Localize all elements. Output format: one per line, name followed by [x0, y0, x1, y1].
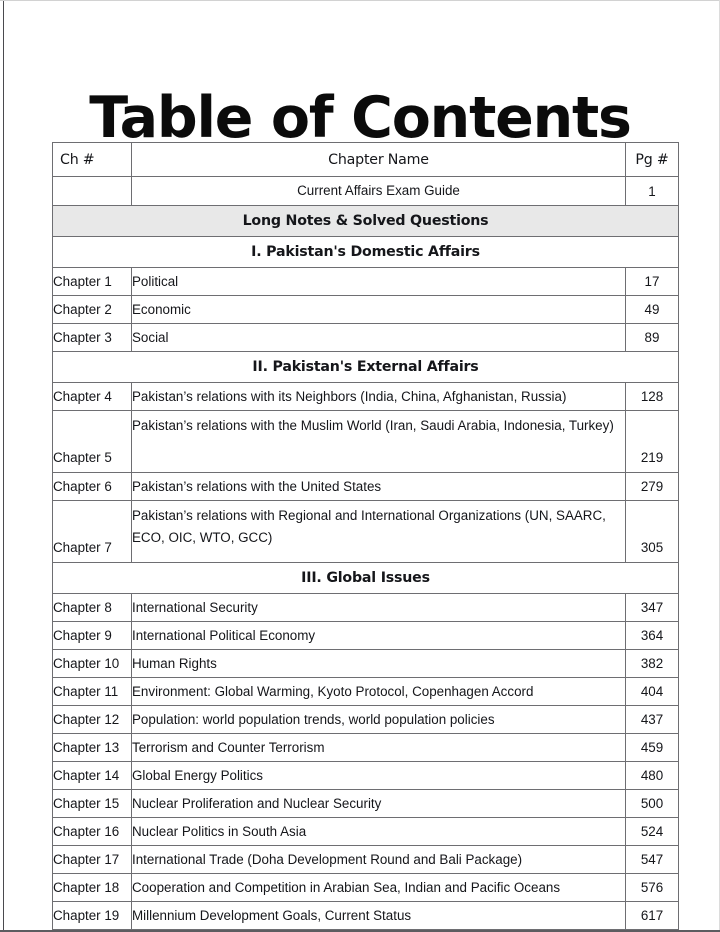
cell-chapter-name: Millennium Development Goals, Current Status	[132, 902, 626, 930]
cell-page-number: 480	[626, 762, 679, 790]
table-row[interactable]	[53, 383, 679, 411]
table-of-contents	[52, 142, 678, 930]
section-header-row	[53, 206, 679, 237]
cell-chapter-number: Chapter 17	[53, 846, 132, 874]
cell-chapter-number: Chapter 13	[53, 734, 132, 762]
cell-page-number: 279	[626, 473, 679, 501]
cell-chapter-number: Chapter 15	[53, 790, 132, 818]
table-row[interactable]	[53, 296, 679, 324]
cell-chapter-number: Chapter 10	[53, 650, 132, 678]
table-row[interactable]	[53, 594, 679, 622]
column-header-chapter-name: Chapter Name	[132, 143, 626, 177]
cell-chapter-name: Nuclear Politics in South Asia	[132, 818, 626, 846]
section-header-label: Long Notes & Solved Questions	[53, 206, 679, 237]
cell-chapter-name: Global Energy Politics	[132, 762, 626, 790]
cell-chapter-name: Environment: Global Warming, Kyoto Protocol, Copenhagen Accord	[132, 678, 626, 706]
cell-chapter-number: Chapter 16	[53, 818, 132, 846]
cell-page-number: 89	[626, 324, 679, 352]
cell-chapter-name: Economic	[132, 296, 626, 324]
cell-chapter-number: Chapter 6	[53, 473, 132, 501]
cell-chapter-number	[53, 177, 132, 206]
column-header-chapter-number: Ch #	[53, 143, 132, 177]
cell-chapter-name: Human Rights	[132, 650, 626, 678]
cell-page-number: 500	[626, 790, 679, 818]
cell-chapter-name: International Political Economy	[132, 622, 626, 650]
cell-page-number: 128	[626, 383, 679, 411]
section-header-row	[53, 352, 679, 383]
cell-chapter-number: Chapter 8	[53, 594, 132, 622]
cell-page-number: 459	[626, 734, 679, 762]
cell-chapter-name: Political	[132, 268, 626, 296]
cell-chapter-name: Pakistan’s relations with its Neighbors (India, China, Afghanistan, Russia)	[132, 383, 626, 411]
cell-chapter-name: Pakistan’s relations with Regional and International Organizations (UN, SAARC, ECO, OIC, WTO, GCC)	[132, 501, 626, 563]
table-row[interactable]	[53, 706, 679, 734]
table-row[interactable]	[53, 678, 679, 706]
table-row[interactable]	[53, 411, 679, 473]
cell-chapter-name: Social	[132, 324, 626, 352]
cell-page-number: 219	[626, 411, 679, 473]
cell-chapter-name: Population: world population trends, world population policies	[132, 706, 626, 734]
cell-chapter-number: Chapter 4	[53, 383, 132, 411]
cell-chapter-number: Chapter 11	[53, 678, 132, 706]
cell-page-number: 305	[626, 501, 679, 563]
table-row[interactable]	[53, 473, 679, 501]
cell-page-number: 547	[626, 846, 679, 874]
table-row[interactable]	[53, 762, 679, 790]
cell-chapter-number: Chapter 7	[53, 501, 132, 563]
cell-chapter-number: Chapter 1	[53, 268, 132, 296]
cell-page-number: 404	[626, 678, 679, 706]
cell-page-number: 49	[626, 296, 679, 324]
table-row[interactable]	[53, 177, 679, 206]
cell-chapter-number: Chapter 12	[53, 706, 132, 734]
table-row[interactable]	[53, 622, 679, 650]
cell-chapter-name: International Security	[132, 594, 626, 622]
table-row[interactable]	[53, 846, 679, 874]
cell-chapter-name: International Trade (Doha Development Round and Bali Package)	[132, 846, 626, 874]
cell-chapter-number: Chapter 18	[53, 874, 132, 902]
cell-page-number: 364	[626, 622, 679, 650]
cell-page-number: 1	[626, 177, 679, 206]
table-row[interactable]	[53, 902, 679, 930]
cell-chapter-number: Chapter 19	[53, 902, 132, 930]
cell-chapter-name: Pakistan’s relations with the United States	[132, 473, 626, 501]
cell-page-number: 576	[626, 874, 679, 902]
cell-page-number: 17	[626, 268, 679, 296]
table-row[interactable]	[53, 324, 679, 352]
cell-page-number: 524	[626, 818, 679, 846]
table-header-row	[53, 143, 679, 177]
page-title: Table of Contents	[89, 85, 631, 152]
table-row[interactable]	[53, 874, 679, 902]
section-header-row	[53, 237, 679, 268]
cell-page-number: 382	[626, 650, 679, 678]
cell-chapter-name: Terrorism and Counter Terrorism	[132, 734, 626, 762]
toc-table	[52, 142, 679, 930]
table-row[interactable]	[53, 790, 679, 818]
column-header-page-number: Pg #	[626, 143, 679, 177]
page-top-edge	[0, 0, 720, 1]
cell-chapter-number: Chapter 3	[53, 324, 132, 352]
cell-chapter-name: Cooperation and Competition in Arabian Sea, Indian and Pacific Oceans	[132, 874, 626, 902]
table-row[interactable]	[53, 501, 679, 563]
cell-page-number: 347	[626, 594, 679, 622]
cell-page-number: 617	[626, 902, 679, 930]
table-row[interactable]	[53, 734, 679, 762]
table-row[interactable]	[53, 268, 679, 296]
cell-chapter-number: Chapter 9	[53, 622, 132, 650]
cell-chapter-name: Pakistan’s relations with the Muslim World (Iran, Saudi Arabia, Indonesia, Turkey)	[132, 411, 626, 473]
cell-page-number: 437	[626, 706, 679, 734]
cell-chapter-number: Chapter 2	[53, 296, 132, 324]
section-header-label: III. Global Issues	[53, 563, 679, 594]
section-header-label: II. Pakistan's External Affairs	[53, 352, 679, 383]
cell-chapter-number: Chapter 5	[53, 411, 132, 473]
section-header-label: I. Pakistan's Domestic Affairs	[53, 237, 679, 268]
table-row[interactable]	[53, 650, 679, 678]
cell-chapter-name: Current Affairs Exam Guide	[132, 177, 626, 206]
table-row[interactable]	[53, 818, 679, 846]
cell-chapter-number: Chapter 14	[53, 762, 132, 790]
section-header-row	[53, 563, 679, 594]
cell-chapter-name: Nuclear Proliferation and Nuclear Security	[132, 790, 626, 818]
